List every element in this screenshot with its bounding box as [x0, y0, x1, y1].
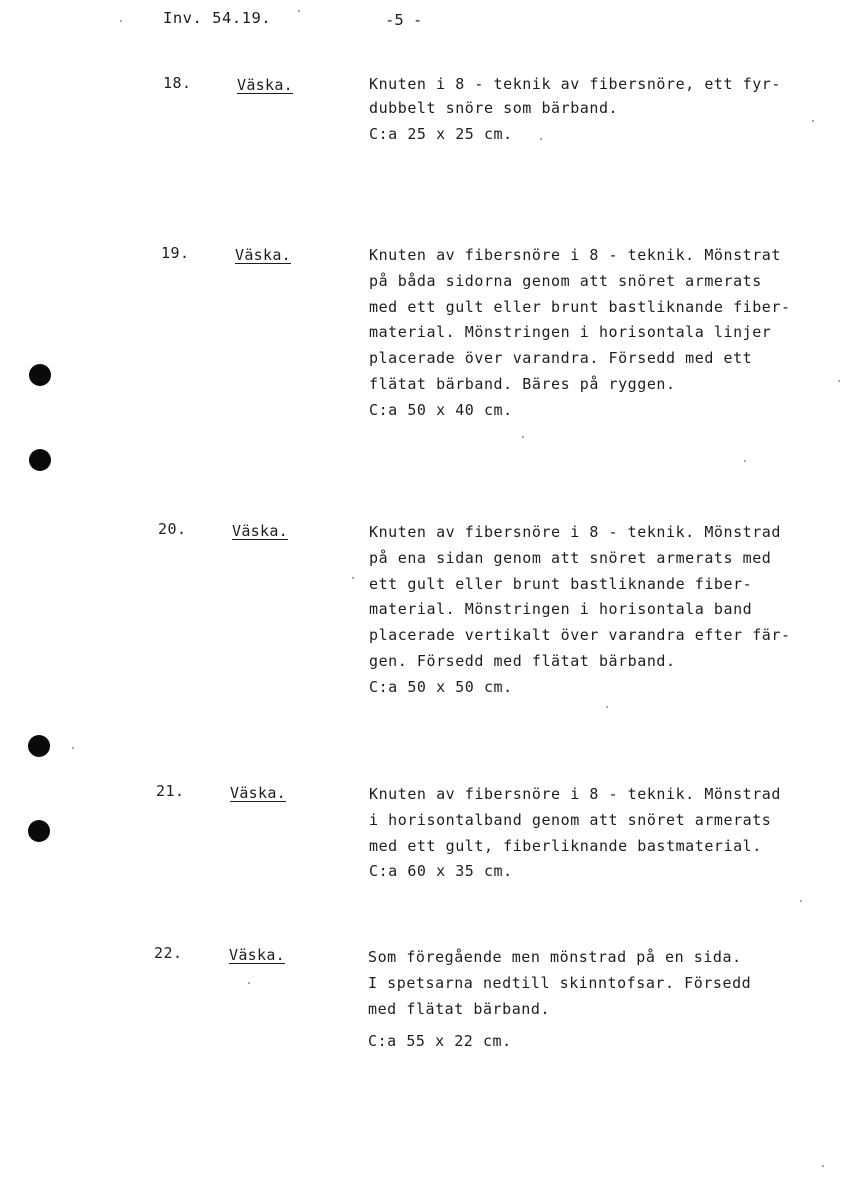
- description-line: material. Mönstringen i horisontala band: [369, 600, 753, 619]
- page-number: -5 -: [385, 11, 423, 29]
- description-line: med ett gult eller brunt bastliknande fiber-: [369, 297, 791, 316]
- entry-number: 21.: [156, 782, 185, 800]
- description-line: dubbelt snöre som bärband.: [369, 98, 619, 117]
- description-line: C:a 25 x 25 cm.: [369, 124, 513, 143]
- description-line: I spetsarna nedtill skinntofsar. Försedd: [368, 973, 752, 992]
- scan-speck: [540, 138, 542, 140]
- description-line: placerade över varandra. Försedd med ett: [369, 349, 753, 368]
- scan-speck: [606, 706, 608, 708]
- punch-hole: [29, 449, 51, 471]
- entry-description: [369, 72, 849, 147]
- entry-title: Väska.: [230, 784, 286, 802]
- entry-title: Väska.: [232, 522, 288, 540]
- description-line: ett gult eller brunt bastliknande fiber-: [369, 574, 753, 593]
- entry-number: 22.: [154, 944, 183, 962]
- entry-title: Väska.: [229, 946, 285, 964]
- scan-speck: [120, 20, 122, 22]
- scan-speck: [72, 747, 74, 749]
- description-line: gen. Försedd med flätat bärband.: [369, 651, 676, 670]
- description-line: Som föregående men mönstrad på en sida.: [368, 948, 742, 966]
- description-line: C:a 50 x 50 cm.: [369, 677, 513, 696]
- description-line: på båda sidorna genom att snöret armerats: [369, 271, 762, 290]
- entry-number: 18.: [163, 74, 192, 92]
- description-line: material. Mönstringen i horisontala linjer: [369, 323, 772, 342]
- description-line: på ena sidan genom att snöret armerats med: [369, 548, 772, 567]
- punch-hole: [28, 735, 50, 757]
- description-line: Knuten av fibersnöre i 8 - teknik. Mönstrad: [369, 785, 781, 803]
- description-line: med ett gult, fiberliknande bastmaterial.: [369, 836, 762, 855]
- description-line: placerade vertikalt över varandra efter fär-: [369, 626, 791, 645]
- scan-speck: [352, 577, 354, 579]
- scan-speck: [838, 380, 840, 382]
- scan-speck: [812, 120, 814, 122]
- description-line: C:a 60 x 35 cm.: [369, 862, 513, 881]
- entry-description: [369, 782, 849, 885]
- entry-description: [369, 520, 849, 701]
- inventory-number: Inv. 54.19.: [163, 9, 272, 27]
- description-line: C:a 55 x 22 cm.: [368, 1032, 512, 1051]
- description-line: i horisontalband genom att snöret armerats: [369, 810, 772, 829]
- scan-speck: [800, 900, 802, 902]
- entry-description: [368, 945, 848, 1055]
- scan-speck: [298, 10, 300, 12]
- scan-speck: [744, 460, 746, 462]
- entry-description: [369, 243, 849, 424]
- scan-speck: [522, 436, 524, 438]
- description-line: flätat bärband. Bäres på ryggen.: [369, 374, 676, 393]
- description-line: med flätat bärband.: [368, 999, 551, 1018]
- description-line: Knuten av fibersnöre i 8 - teknik. Mönstrat: [369, 246, 781, 264]
- entry-number: 19.: [161, 244, 190, 262]
- punch-hole: [29, 364, 51, 386]
- entry-title: Väska.: [237, 76, 293, 94]
- description-line: Knuten i 8 - teknik av fibersnöre, ett fyr-: [369, 75, 781, 93]
- entry-number: 20.: [158, 520, 187, 538]
- scan-speck: [822, 1165, 824, 1167]
- description-line: C:a 50 x 40 cm.: [369, 400, 513, 419]
- entry-title: Väska.: [235, 246, 291, 264]
- description-line: Knuten av fibersnöre i 8 - teknik. Mönstrad: [369, 523, 781, 541]
- punch-hole: [28, 820, 50, 842]
- scan-speck: [248, 982, 250, 984]
